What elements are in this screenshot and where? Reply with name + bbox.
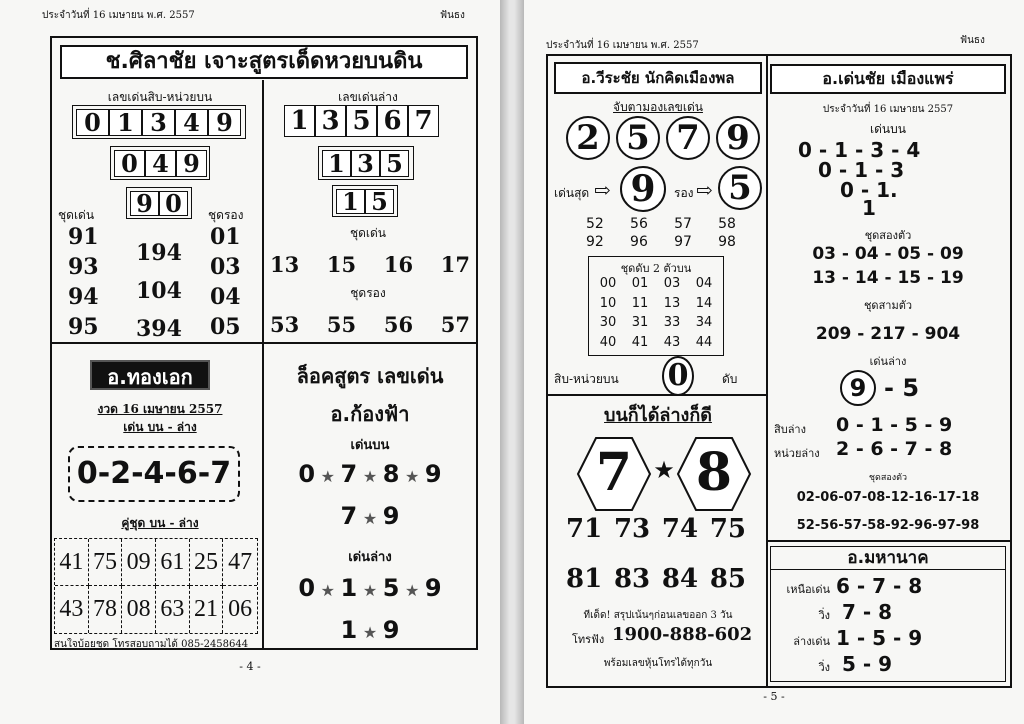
col2-item-1: 104 (136, 278, 182, 304)
star-icon: ★ (399, 581, 425, 600)
kill-cell: 40 (599, 334, 617, 350)
mahanak-top-line (768, 540, 1010, 542)
pair-cell: 47 (223, 539, 257, 586)
set-row1: 02-06-07-08-12-16-17-18 (796, 490, 980, 505)
bonkodai-row2-item-0: 81 (566, 564, 603, 594)
upper3-digit-2: 9 (176, 150, 207, 177)
lower-digit-4: 7 (408, 105, 439, 137)
three-row: 209 - 217 - 904 (815, 324, 961, 344)
lower-sub-item-3: 57 (440, 312, 470, 337)
two-label: ชุดสองตัว (864, 229, 912, 242)
kill-cell: 34 (695, 315, 713, 331)
denchai-top-label: เด่นบน (870, 122, 906, 136)
bottom-label: เด่นล่าง (869, 355, 907, 368)
right-header-brand: ฟันธง (960, 35, 985, 46)
kongfah-bottom1-1: 1 (340, 574, 358, 602)
silachai-bottom-line (52, 342, 476, 344)
weerachai-title: อ.วีระชัย นักคิดเมืองพล (581, 69, 735, 87)
lower-digit-1: 3 (315, 105, 346, 137)
lower-main-item-2: 16 (383, 252, 414, 277)
star-icon: ★ (357, 467, 383, 486)
lower-digits-3-box (318, 146, 414, 180)
best-label: เด่นสุด (554, 186, 590, 200)
upper2-digit-0: 9 (130, 191, 159, 216)
kill-label: สิบ-หน่วยบน (554, 372, 619, 386)
bottom-circle: 9 (840, 370, 876, 406)
kongfah-title: ล็อคสูตร เลขเด่น (296, 364, 444, 388)
best-circle: 9 (620, 166, 666, 212)
bonkodai-note: ทีเด็ด! สรุปเน้นๆก่อนเลขออก 3 วัน (583, 610, 733, 621)
kongfah-top-label: เด่นบน (350, 438, 390, 453)
upper-digit-2: 3 (142, 109, 175, 136)
pair-cell: 08 (122, 586, 156, 633)
weerachai-row2-item-0: 92 (586, 234, 604, 250)
pair-cell: 78 (89, 586, 123, 633)
kill-cell: 14 (695, 295, 713, 311)
lower-digits-2-box (332, 185, 398, 217)
bottom-rest: - 5 (884, 374, 920, 402)
lower2-digit-1: 5 (365, 189, 394, 214)
pair-cell: 61 (156, 539, 190, 586)
weerachai-row1-item-1: 56 (630, 216, 648, 232)
kongfah-top2-0: 7 (340, 502, 358, 530)
right-header-date: ประจำวันที่ 16 เมษายน พ.ศ. 2557 (546, 40, 699, 51)
col3-item-1: 03 (210, 254, 241, 280)
left-page-number: - 4 - (239, 660, 261, 673)
weerachai-row1-item-3: 58 (718, 216, 736, 232)
weerachai-row1-item-0: 52 (586, 216, 604, 232)
units: 2 - 6 - 7 - 8 (836, 438, 953, 460)
mahanak-label-2: ล่างเด่น (793, 635, 830, 648)
lower-sub-label: ชุดรอง (350, 286, 386, 300)
lower-digit-3: 6 (377, 105, 408, 137)
lower2-digit-0: 1 (336, 189, 365, 214)
kongfah-bottom1-3: 9 (424, 574, 442, 602)
lower-main-item-0: 13 (270, 252, 300, 277)
upper-label: เลขเด่นสิบ-หน่วยบน (107, 90, 213, 104)
set-col3 (210, 222, 241, 342)
upper-digits-3-box (110, 146, 210, 180)
thongek-footer: สนใจบ้อยชุด โทรสอบถามได้ 085-2458644 (54, 639, 249, 650)
thongek-pairs-grid (54, 538, 258, 634)
kill-cell: 30 (599, 315, 617, 331)
lower-digit-2: 5 (346, 105, 377, 137)
phone-number: 1900-888-602 (612, 624, 753, 645)
second-label: รอง (674, 186, 694, 200)
weerachai-row2-item-3: 98 (718, 234, 736, 250)
upper-digit-0: 0 (76, 109, 109, 136)
star-icon: ★ (315, 581, 341, 600)
book-gutter (500, 0, 524, 724)
silachai-title-box (60, 45, 468, 79)
right-page (524, 0, 1024, 724)
star-icon: ★ (315, 467, 341, 486)
mahanak-title: อ.มหานาค (771, 547, 1005, 570)
left-header-date: ประจำวันที่ 16 เมษายน พ.ศ. 2557 (42, 10, 195, 21)
lower3-digit-0: 1 (322, 150, 351, 177)
tri4: 1 (862, 196, 876, 220)
kongfah-bottom1-2: 5 (382, 574, 400, 602)
kongfah-top1-2: 8 (382, 460, 400, 488)
mahanak-label-3: วิ่ง (818, 661, 830, 674)
tens-label: สิบล่าง (774, 423, 806, 436)
bonkodai-row2-item-2: 84 (661, 564, 699, 594)
kongfah-bottom-row1 (264, 574, 476, 602)
best-arrow-icon: ⇨ (594, 178, 611, 202)
lower-main-label: ชุดเด่น (349, 226, 387, 240)
silachai-title: ช.ศิลาชัย เจาะสูตรเด็ดหวยบนดิน (105, 49, 423, 74)
kill-cell: 41 (631, 334, 649, 350)
phone-label: โทรฟัง (572, 633, 605, 646)
bonkodai-row1-item-0: 71 (566, 514, 603, 544)
bonkodai-title: บนก็ได้ล่างก็ดี (604, 405, 712, 426)
kill-cell: 10 (599, 295, 617, 311)
pair-cell: 63 (156, 586, 190, 633)
mahanak-label-1: วิ่ง (818, 609, 830, 622)
kongfah-top2-1: 9 (382, 502, 400, 530)
tri3: 0 - 1. (840, 178, 898, 202)
kill-cell: 03 (663, 276, 681, 292)
lower-sub-item-1: 55 (326, 312, 357, 337)
weerachai-bottom-line (548, 394, 766, 396)
kill-cell: 04 (695, 276, 713, 292)
mahanak-value-2: 1 - 5 - 9 (836, 626, 923, 650)
pair-cell: 21 (190, 586, 224, 633)
upper-digit-1: 1 (109, 109, 142, 136)
lower3-digit-2: 5 (380, 150, 409, 177)
kill-cell: 13 (663, 295, 681, 311)
upper-digit-3: 4 (175, 109, 208, 136)
pair-cell: 43 (55, 586, 89, 633)
kongfah-top-row1 (264, 460, 476, 488)
set-col1 (68, 222, 99, 342)
star-icon: ★ (653, 456, 675, 484)
col2-item-0: 194 (136, 240, 182, 266)
thongek-main-number: 0-2-4-6-7 (68, 446, 240, 502)
bonkodai-row1 (566, 514, 746, 544)
star-icon: ★ (357, 623, 383, 642)
units-label: หน่วยล่าง (774, 447, 820, 460)
weerachai-watch-label: จับตามองเลขเด่น (613, 100, 703, 114)
kill-digit: 0 (662, 356, 694, 396)
bonkodai-row2-item-3: 85 (709, 564, 746, 594)
col3-item-0: 01 (210, 224, 241, 250)
denchai-title: อ.เด่นชัย เมืองแพร่ (822, 69, 954, 88)
kill-cell: 31 (631, 315, 649, 331)
bonkodai-row1-item-3: 75 (709, 514, 746, 544)
bonkodai-digit-right: 8 (695, 442, 733, 503)
col1-item-0: 91 (68, 224, 99, 250)
kill-cell: 33 (663, 315, 681, 331)
kongfah-name: อ.ก้องฟ้า (330, 402, 410, 426)
upper-digit-4: 9 (208, 109, 241, 136)
lower-label: เลขเด่นล่าง (338, 90, 398, 104)
kongfah-top-row2 (264, 502, 476, 530)
bonkodai-row2-item-1: 83 (613, 564, 651, 594)
col1-item-2: 94 (68, 284, 99, 310)
thongek-draw-date: งวด 16 เมษายน 2557 (97, 402, 223, 416)
kongfah-bottom1-0: 0 (298, 574, 316, 602)
kongfah-top1-0: 0 (298, 460, 316, 488)
denchai-date: ประจำวันที่ 16 เมษายน 2557 (822, 104, 954, 115)
kill-cell: 11 (631, 295, 649, 311)
left-page (0, 0, 500, 724)
lower-digits-5-box (284, 105, 446, 139)
kongfah-bottom-label: เด่นล่าง (348, 550, 392, 565)
two-row1: 03 - 04 - 05 - 09 (812, 244, 964, 264)
kongfah-bottom2-1: 9 (382, 616, 400, 644)
thongek-title: อ.ทองเอก (90, 360, 210, 390)
three-label: ชุดสามตัว (863, 299, 913, 312)
col3-item-2: 04 (210, 284, 241, 310)
lower3-digit-1: 3 (351, 150, 380, 177)
kill-cell: 00 (599, 276, 617, 292)
weerachai-row1 (586, 216, 736, 232)
tri1: 0 - 1 - 3 - 4 (798, 138, 921, 162)
lower-main-item-3: 17 (440, 252, 470, 277)
pair-cell: 06 (228, 596, 253, 622)
weerachai-row1-item-2: 57 (674, 216, 692, 232)
weerachai-row2-item-2: 97 (674, 234, 692, 250)
upper-digits-2-box (126, 187, 192, 219)
kill-suffix: ดับ (722, 372, 738, 386)
upper3-digit-1: 4 (145, 150, 176, 177)
mahanak-value-1: 7 - 8 (842, 600, 893, 624)
mahanak-value-3: 5 - 9 (842, 652, 893, 676)
lower-digit-0: 1 (284, 105, 315, 137)
kongfah-top1-3: 9 (424, 460, 442, 488)
upper2-digit-1: 0 (159, 191, 188, 216)
pair-cell: 75 (89, 539, 123, 586)
kongfah-top1-1: 7 (340, 460, 358, 488)
lower-main-row (270, 252, 470, 277)
col1-item-1: 93 (68, 254, 99, 280)
star-icon: ★ (357, 581, 383, 600)
second-arrow-icon: ⇨ (696, 178, 713, 202)
sub-set-label: ชุดรอง (208, 208, 244, 222)
denchai-title-box (770, 64, 1006, 94)
col3-item-3: 05 (210, 314, 241, 340)
col2-item-2: 394 (136, 316, 182, 342)
pair-cell: 41 (55, 539, 89, 586)
set-row2: 52-56-57-58-92-96-97-98 (796, 518, 980, 533)
weerachai-title-box (554, 62, 762, 94)
star-icon: ★ (357, 509, 383, 528)
pair-cell: 25 (190, 539, 224, 586)
thongek-pair-label: คู่ชุด บน - ล่าง (121, 516, 199, 530)
watch-circle-3: 9 (716, 116, 760, 160)
second-circle: 5 (718, 166, 762, 210)
lower-sub-row (270, 312, 470, 337)
left-header-brand: ฟันธง (440, 10, 465, 21)
right-divider (766, 56, 768, 686)
lower-sub-item-0: 53 (270, 312, 300, 337)
col1-item-3: 95 (68, 314, 99, 340)
watch-circle-1: 5 (616, 116, 660, 160)
lower-sub-item-2: 56 (383, 312, 414, 337)
two-row2: 13 - 14 - 15 - 19 (812, 268, 964, 288)
star-icon: ★ (399, 467, 425, 486)
kongfah-bottom2-0: 1 (340, 616, 358, 644)
bonkodai-row2 (566, 564, 746, 594)
weerachai-row2-item-1: 96 (630, 234, 648, 250)
tri2: 0 - 1 - 3 (818, 158, 905, 182)
upper-digits-5-box (72, 105, 246, 139)
bonkodai-row1-item-1: 73 (613, 514, 651, 544)
kill-table-grid (592, 274, 720, 352)
right-page-number: - 5 - (763, 690, 785, 703)
kill-table-label: ชุดดับ 2 ตัวบน (620, 262, 692, 275)
kill-cell: 43 (663, 334, 681, 350)
silachai-divider (262, 80, 264, 342)
kill-cell: 01 (631, 276, 649, 292)
main-set-label: ชุดเด่น (58, 208, 95, 222)
weerachai-row2 (586, 234, 736, 250)
mahanak-value-0: 6 - 7 - 8 (836, 574, 923, 598)
two-set-label: ชุดสองตัว (868, 473, 908, 483)
upper3-digit-0: 0 (114, 150, 145, 177)
bonkodai-row1-item-2: 74 (661, 514, 699, 544)
watch-circle-2: 7 (666, 116, 710, 160)
thongek-top-bottom-label: เด่น บน - ล่าง (123, 420, 197, 434)
set-col2 (136, 234, 182, 348)
watch-circle-0: 2 (566, 116, 610, 160)
bonkodai-digit-left: 7 (595, 442, 633, 503)
pair-cell: 09 (122, 539, 156, 586)
kill-cell: 44 (695, 334, 713, 350)
bonkodai-note2: พร้อมเลขหุ้นโทรได้ทุกวัน (603, 658, 713, 669)
kongfah-bottom-row2 (264, 616, 476, 644)
mahanak-label-0: เหนือเด่น (786, 583, 830, 596)
lower-main-item-1: 15 (326, 252, 357, 277)
tens: 0 - 1 - 5 - 9 (836, 414, 953, 436)
